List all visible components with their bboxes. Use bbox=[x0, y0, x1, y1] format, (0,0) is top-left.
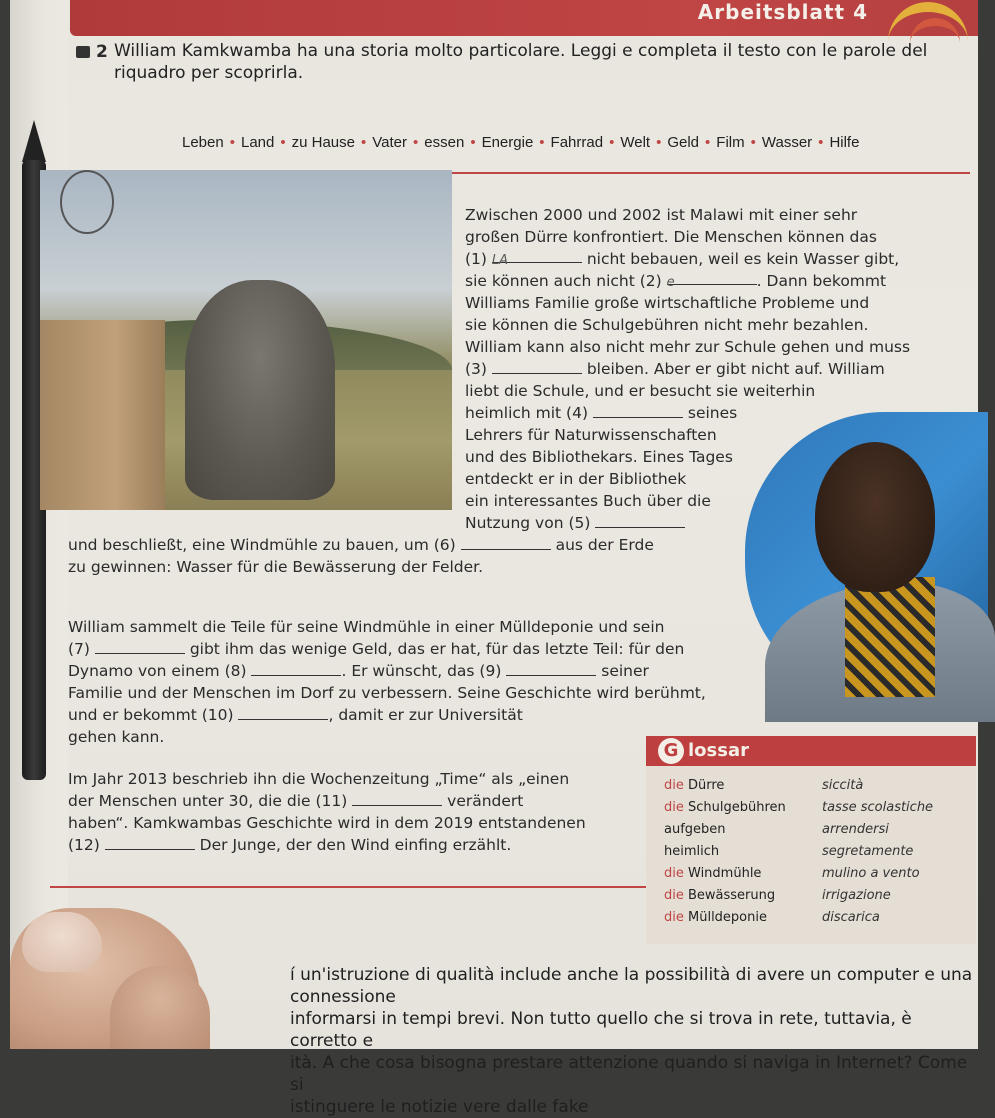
fill-in-blank[interactable] bbox=[492, 359, 582, 374]
word-bank-item: Vater bbox=[372, 134, 408, 151]
glossary-article: die bbox=[664, 888, 688, 903]
glossary-initial: G bbox=[658, 738, 684, 764]
text-line: zu gewinnen: Wasser für die Bewässerung der Felder. bbox=[68, 558, 484, 576]
worksheet-title: Arbeitsblatt 4 bbox=[697, 0, 868, 24]
text-line: istinguere le notizie vere dalle fake bbox=[290, 1097, 589, 1117]
word-separator: • bbox=[539, 134, 545, 151]
word-separator: • bbox=[609, 134, 615, 151]
text-line: Familie und der Menschen im Dorf zu verbessern. Seine Geschichte wird berühmt, bbox=[68, 684, 706, 702]
word-bank-item: Land bbox=[240, 134, 275, 151]
glossary-translation: tasse scolastiche bbox=[822, 800, 934, 815]
word-bank-item: Energie bbox=[481, 134, 534, 151]
pencil-tip bbox=[22, 120, 46, 162]
glossary-translation: irrigazione bbox=[822, 888, 891, 903]
glossary-term: die Mülldeponie bbox=[664, 910, 767, 925]
divider bbox=[50, 886, 650, 888]
paragraph-2 bbox=[68, 616, 758, 748]
text-line: und beschließt, eine Windmühle zu bauen, um (6) aus der Erde bbox=[68, 536, 654, 554]
text-line: Williams Familie große wirtschaftliche Probleme und bbox=[465, 294, 870, 312]
word-separator: • bbox=[705, 134, 711, 151]
text-line: (1) LA nicht bebauen, weil es kein Wasser gibt, bbox=[465, 250, 900, 268]
text-line: entdeckt er in der Bibliothek bbox=[465, 470, 687, 488]
task-number: 2 bbox=[96, 42, 108, 62]
word-bank-item: Leben bbox=[182, 134, 224, 151]
glossary-header bbox=[646, 736, 976, 766]
paragraph-3 bbox=[68, 768, 658, 856]
glossary-term: die Windmühle bbox=[664, 866, 762, 881]
text-line: sie können die Schulgebühren nicht mehr bezahlen. bbox=[465, 316, 869, 334]
glossary-term: aufgeben bbox=[664, 822, 726, 837]
word-bank-item: zu Hause bbox=[291, 134, 355, 151]
word-bank-item: Film bbox=[716, 134, 745, 151]
glossary-article: die bbox=[664, 910, 688, 925]
word-bank-item: Fahrrad bbox=[550, 134, 604, 151]
fill-in-blank[interactable] bbox=[491, 248, 582, 268]
glossary-article: die bbox=[664, 778, 688, 793]
fill-in-blank[interactable] bbox=[666, 270, 757, 290]
glossary-term: die Schulgebühren bbox=[664, 800, 786, 815]
text-line: haben“. Kamkwambas Geschichte wird in dem 2019 entstandenen bbox=[68, 814, 586, 832]
paragraph-1-continued bbox=[68, 534, 758, 578]
text-line: sie können auch nicht (2) e . Dann bekommt bbox=[465, 272, 887, 290]
word-separator: • bbox=[470, 134, 476, 151]
fill-in-blank[interactable] bbox=[105, 835, 195, 850]
text-line: (12) Der Junge, der den Wind einfing erzählt. bbox=[68, 836, 512, 854]
fill-in-blank[interactable] bbox=[595, 513, 685, 528]
glossary-term: die Dürre bbox=[664, 778, 725, 793]
text-line: (7) gibt ihm das wenige Geld, das er hat, für das letzte Teil: für den bbox=[68, 640, 685, 658]
windmill-icon bbox=[60, 170, 114, 234]
text-line: Dynamo von einem (8) . Er wünscht, das (9) seiner bbox=[68, 662, 649, 680]
glossary-article: die bbox=[664, 800, 688, 815]
glossary-translation: segretamente bbox=[822, 844, 914, 859]
word-separator: • bbox=[656, 134, 662, 151]
glossary-term: die Bewässerung bbox=[664, 888, 776, 903]
text-line: liebt die Schule, und er besucht sie weiterhin bbox=[465, 382, 816, 400]
word-separator: • bbox=[361, 134, 367, 151]
text-line: informarsi in tempi brevi. Non tutto quello che si trova in rete, tuttavia, è corretto e bbox=[290, 1009, 912, 1051]
fill-in-blank[interactable] bbox=[506, 661, 596, 676]
word-bank-item: essen bbox=[424, 134, 465, 151]
text-line: (3) bleiben. Aber er gibt nicht auf. William bbox=[465, 360, 885, 378]
word-bank-item: Hilfe bbox=[829, 134, 860, 151]
pencil-task-icon bbox=[76, 46, 90, 58]
word-separator: • bbox=[413, 134, 419, 151]
text-line: und des Bibliothekars. Eines Tages bbox=[465, 448, 733, 466]
text-line: í un'istruzione di qualità include anche la possibilità di avere un computer e una connessione bbox=[290, 965, 973, 1007]
handwritten-answer: LA bbox=[491, 253, 509, 268]
glossary-article: die bbox=[664, 866, 688, 881]
text-line: ità. A che cosa bisogna prestare attenzione quando si naviga in Internet? Come si bbox=[290, 1053, 968, 1095]
glossary-term: heimlich bbox=[664, 844, 720, 859]
word-bank-item: Wasser bbox=[761, 134, 813, 151]
glossary-translation: arrendersi bbox=[822, 822, 889, 837]
text-line: Zwischen 2000 und 2002 ist Malawi mit einer sehr bbox=[465, 206, 858, 224]
header-bar bbox=[70, 0, 978, 36]
wall bbox=[40, 320, 165, 510]
word-bank bbox=[182, 134, 882, 151]
fill-in-blank[interactable] bbox=[238, 705, 328, 720]
worksheet-page bbox=[10, 0, 978, 1117]
fill-in-blank[interactable] bbox=[95, 639, 185, 654]
text-line: heimlich mit (4) seines bbox=[465, 404, 738, 422]
word-bank-item: Welt bbox=[620, 134, 651, 151]
fill-in-blank[interactable] bbox=[461, 535, 551, 550]
glossary-translation: discarica bbox=[822, 910, 880, 925]
scarf bbox=[845, 577, 935, 697]
glossary-title: lossar bbox=[688, 740, 749, 761]
glossary-translation: mulino a vento bbox=[822, 866, 920, 881]
word-separator: • bbox=[750, 134, 756, 151]
elephant-photo bbox=[40, 170, 452, 510]
word-separator: • bbox=[280, 134, 286, 151]
text-line: ein interessantes Buch über die bbox=[465, 492, 711, 510]
text-line: William sammelt die Teile für seine Windmühle in einer Mülldeponie und sein bbox=[68, 618, 665, 636]
text-line: William kann also nicht mehr zur Schule gehen und muss bbox=[465, 338, 911, 356]
glossary-translation: siccità bbox=[822, 778, 864, 793]
word-separator: • bbox=[229, 134, 235, 151]
next-section-text bbox=[290, 964, 980, 1118]
fill-in-blank[interactable] bbox=[352, 791, 442, 806]
text-line: Im Jahr 2013 beschrieb ihn die Wochenzeitung „Time“ als „einen bbox=[68, 770, 570, 788]
text-line: Lehrers für Naturwissenschaften bbox=[465, 426, 717, 444]
task-instruction: William Kamkwamba ha una storia molto particolare. Leggi e completa il testo con le parole del riquadro per scoprirla. bbox=[114, 41, 928, 83]
paragraph-1 bbox=[465, 204, 955, 534]
text-line: und er bekommt (10) , damit er zur Universität bbox=[68, 706, 523, 724]
text-line: Nutzung von (5) bbox=[465, 512, 955, 534]
thumbnail bbox=[22, 912, 102, 972]
text-line: gehen kann. bbox=[68, 728, 165, 746]
fill-in-blank[interactable] bbox=[593, 403, 683, 418]
fill-in-blank[interactable] bbox=[251, 661, 341, 676]
handwritten-answer: e bbox=[666, 275, 675, 290]
word-bank-item: Geld bbox=[667, 134, 700, 151]
word-separator: • bbox=[818, 134, 824, 151]
text-line: großen Dürre konfrontiert. Die Menschen können das bbox=[465, 228, 877, 246]
elephant bbox=[185, 280, 335, 500]
text-line: der Menschen unter 30, die die (11) verändert bbox=[68, 792, 524, 810]
glossary-box bbox=[646, 736, 976, 944]
